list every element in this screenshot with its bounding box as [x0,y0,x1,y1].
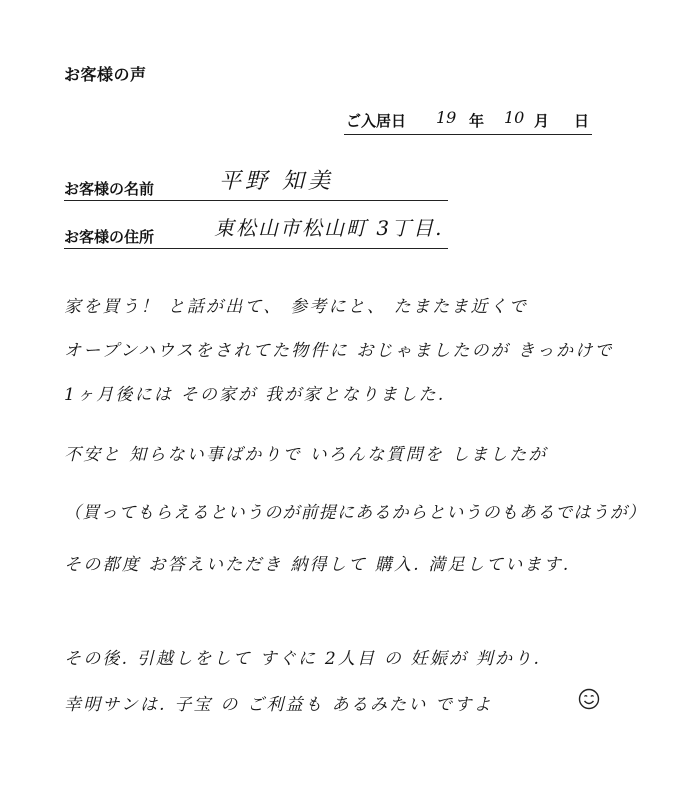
smiley-face-icon [578,688,600,710]
customer-name-label: お客様の名前 [64,180,155,198]
message-line: （買ってもらえるというのが前提にあるからというのもあるではうが） [64,503,647,523]
move-in-day-label: 日 [574,112,590,130]
move-in-month-value: 10 [504,108,525,127]
customer-name-value: 平野 知美 [219,169,334,194]
customer-address-underline [64,248,448,249]
move-in-year-label: 年 [469,112,485,130]
customer-address-label: お客様の住所 [64,228,155,246]
customer-address-value: 東松山市松山町 3丁目. [214,216,444,240]
page-title: お客様の声 [64,65,147,84]
message-line: 家を買う！ と話が出て、 参考にと、 たまたま近くで [64,297,529,317]
message-line: 幸明サンは. 子宝 の ご利益も あるみたい ですよ [64,695,493,715]
move-in-date-label: ご入居日 [346,112,407,130]
customer-name-underline [64,200,448,201]
message-line: 不安と 知らない事ばかりで いろんな質問を しましたが [64,445,548,465]
message-line: その後. 引越しをして すぐに 2人目 の 妊娠が 判かり. [64,649,542,669]
move-in-year-value: 19 [436,108,457,127]
move-in-month-label: 月 [534,112,550,130]
message-line: オープンハウスをされてた物件に おじゃましたのが きっかけで [64,341,614,361]
move-in-date-row [344,108,592,135]
message-line: 1ヶ月後には その家が 我が家となりました. [64,385,446,405]
message-line: その都度 お答えいただき 納得して 購入. 満足しています. [64,555,571,575]
